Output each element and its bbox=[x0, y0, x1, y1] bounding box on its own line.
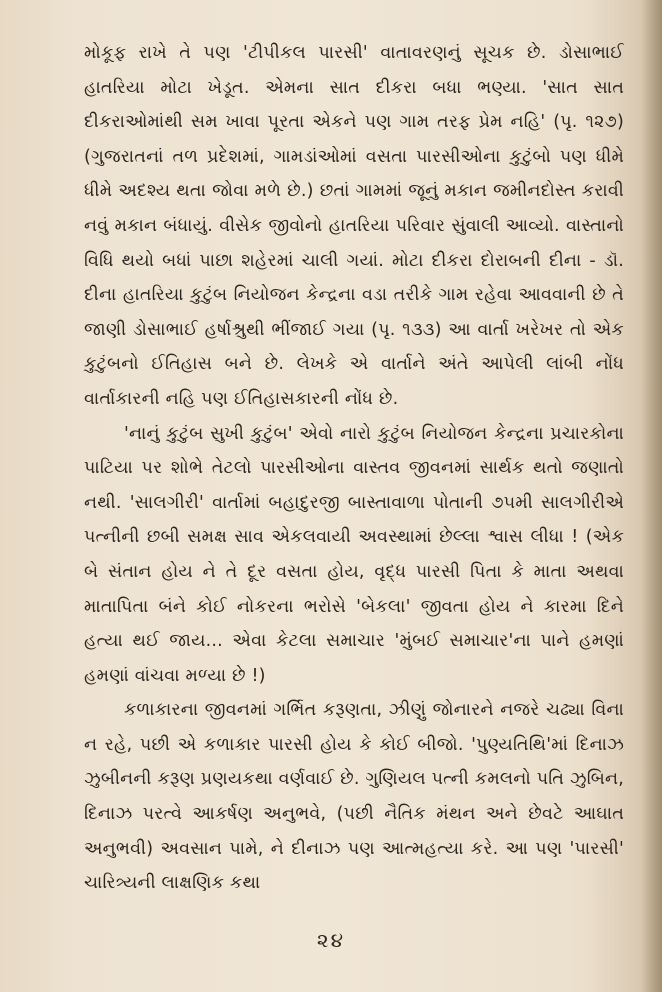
page-edge-shadow bbox=[640, 0, 662, 992]
page-number: ૨૪ bbox=[316, 928, 346, 952]
paragraph-3: કળાકારના જીવનમાં ગર્ભિત કરૂણતા, ઝીણું જોનારને નજરે ચઢ્યા વિના ન રહે, પછી એ કળાકાર પારસી હોય કે કોઈ બીજો. 'પુણ્યતિથિ'માં દિનાઝ ઝુબીનની કરૂણ પ્રણયકથા વર્ણવાઈ છે. ગુણિયલ પત્ની કમલનો પતિ ઝુબિન, દિનાઝ પરત્વે આકર્ષણ અનુભવે, (પછી નૈતિક મંથન અને છેવટે આઘાત અનુભવી) અવસાન પામે, ને દીનાઝ પણ આત્મહત્યા કરે. આ પણ 'પારસી' ચારિત્ર્યની લાક્ષણિક કથા bbox=[84, 700, 624, 894]
paragraph-1: મોકૂફ રાખે તે પણ 'ટીપીકલ પારસી' વાતાવરણનું સૂચક છે. ડોસાભાઈ હાતરિયા મોટા ખેડૂત. એમના સાત દીકરા બધા ભણ્યા. 'સાત સાત દીકરાઓમાંથી સમ ખાવા પૂરતા એકને પણ ગામ તરફ પ્રેમ નહિ' (પૃ. ૧૨૭) (ગુજરાતનાં તળ પ્રદેશમાં, ગામડાંઓમાં વસતા પારસીઓના કુટુંબો પણ ધીમે ધીમે અદશ્ય થતા જોવા મળે છે.) છતાં ગામમાં જૂનું મકાન જમીનદોસ્ત કરાવી નવું મકાન બંધાયું. વીસેક જીવોનો હાતરિયા પરિવાર સુંવાલી આવ્યો. વાસ્તાનો વિધિ થયો બધાં પાછા શહેરમાં ચાલી ગયાં. મોટા દીકરા દોરાબની દીના - ડૉ. દીના હાતરિયા કુટુંબ નિયોજન કેન્દ્રના વડા તરીકે ગામ રહેવા આવવાની છે તે જાણી ડોસાભાઈ હર્ષાશ્રુથી ભીંજાઈ ગયા (પૃ. ૧૩૩) આ વાર્તા ખરેખર તો એક કુટુંબનો ઈતિહાસ બને છે. લેખકે એ વાર્તાને અંતે આપેલી લાંબી નોંધ વાર્તાકારની નહિ પણ ઈતિહાસકારની નોંધ છે. bbox=[84, 43, 624, 409]
paragraph-2: 'નાનું કુટુંબ સુખી કુટુંબ' એવો નારો કુટુંબ નિયોજન કેન્દ્રના પ્રચારકોના પાટિયા પર શોભે તેટલો પારસીઓના વાસ્તવ જીવનમાં સાર્થક થતો જણાતો નથી. 'સાલગીરી' વાર્તામાં બહાદુરજી બાસ્તાવાળા પોતાની ૭૫મી સાલગીરીએ પત્નીની છબી સમક્ષ સાવ એકલવાયી અવસ્થામાં છેલ્લા શ્વાસ લીધા ! (એક બે સંતાન હોય ને તે દૂર વસતા હોય, વૃદ્ધ પારસી પિતા કે માતા અથવા માતાપિતા બંને કોઈ નોકરના ભરોસે 'બેકલા' જીવતા હોય ને કારમા દિને હત્યા થઈ જાય... એવા કેટલા સમાચાર 'મુંબઈ સમાચાર'ના પાને હમણાં હમણાં વાંચવા મળ્યા છે !) bbox=[84, 423, 624, 686]
body-text bbox=[84, 36, 624, 901]
